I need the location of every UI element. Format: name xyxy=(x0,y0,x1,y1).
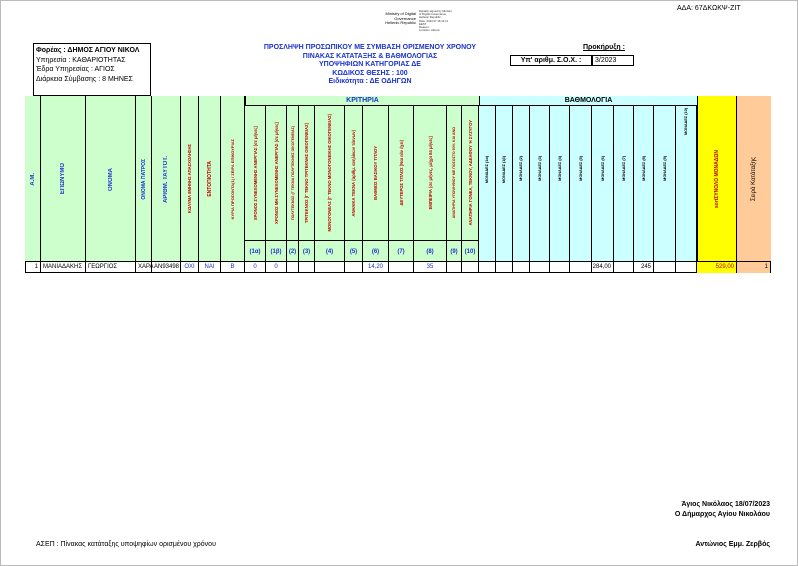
title-line: ΚΩΔΙΚΟΣ ΘΕΣΗΣ : 100 xyxy=(332,69,408,77)
criteria-header-11 xyxy=(462,106,479,240)
col-header-kolymata-text: ΚΩΛΥΜΑ 8ΜΗΝΗΣ ΑΠΑΣΧΟΛΗΣΗΣ xyxy=(187,144,192,214)
criteria-number: (3) xyxy=(299,240,315,262)
criteria-number: (10) xyxy=(462,240,479,262)
score-header-text: ΜΟΝΑΔΕΣ (1β) xyxy=(502,156,506,184)
cell-criterion xyxy=(299,262,315,273)
digital-signature-stamp xyxy=(372,10,452,34)
col-header-tautotita-text: ΑΡΙΘΜ. ΤΑΥΤΟΤ. xyxy=(163,155,169,203)
score-header-text: ΜΟΝΑΔΕΣ (9) xyxy=(662,156,667,181)
col-header-tautotita xyxy=(152,96,181,262)
organization-box xyxy=(33,43,151,96)
cell-score xyxy=(479,262,496,273)
score-header-text: ΜΟΝΑΔΕΣ (8) xyxy=(641,156,646,181)
cell-seira: 1 xyxy=(737,262,771,273)
cell-criterion xyxy=(389,262,414,273)
cell-score xyxy=(496,262,513,273)
score-header-text: ΜΟΝΑΔΕΣ (4) xyxy=(557,156,562,181)
criteria-number: (6) xyxy=(363,240,389,262)
cell-score xyxy=(570,262,592,273)
criteria-header-4 xyxy=(299,106,315,240)
score-header-text: ΜΟΝΑΔΕΣ (5) xyxy=(578,156,583,181)
mayor-title: Ο Δήμαρχος Αγίου Νικολάου xyxy=(674,510,770,518)
score-header-4 xyxy=(530,106,550,262)
signature-right-line: Digitally signed by Ministry xyxy=(419,9,452,13)
col-header-total xyxy=(697,96,737,262)
criteria-header-7 xyxy=(363,106,389,240)
kritiria-header: ΚΡΙΤΗΡΙΑ xyxy=(245,96,479,106)
signature-left-line: Governance xyxy=(394,15,416,21)
cell-onoma: ΓΕΩΡΓΙΟΣ xyxy=(86,262,136,273)
cell-score xyxy=(614,262,634,273)
title-line: ΠΡΟΣΛΗΨΗ ΠΡΟΣΩΠΙΚΟΥ ΜΕ ΣΥΜΒΑΣΗ ΟΡΙΣΜΕΝΟΥ ΧΡΟΝΟΥ xyxy=(263,44,477,51)
signature-right-line: of Digital Governance, xyxy=(419,12,447,17)
cell-tautotita: ΑΝ93498 xyxy=(152,262,181,273)
score-header-text: ΜΟΝΑΔΕΣ (1α) xyxy=(485,156,489,184)
col-header-total-text: sortΣΥΝΟΛΟ ΜΟΝΑΔΩΝ xyxy=(714,149,720,209)
cell-score xyxy=(550,262,570,273)
col-header-patros xyxy=(136,96,152,262)
score-header-text: ΜΟΝΑΔΕΣ (10) xyxy=(684,108,688,135)
edra-label: Έδρα Υπηρεσίας : ΑΓΙΟΣ xyxy=(36,66,115,73)
score-header-11 xyxy=(676,106,697,262)
signature-right-line: Hellenic Republic xyxy=(419,15,441,20)
col-header-eponymo-text: ΕΠΩΝΥΜΟ xyxy=(60,163,66,195)
col-header-kyria-text: ΚΥΡΙΑ ΠΡΟΣΟΝΤΑ(1) / ΣΕΙΡΑ ΕΠΙΚΟΥΡΙΑΣ xyxy=(230,138,235,220)
soh-label: Υπ' αριθμ. Σ.Ο.Χ. : xyxy=(510,55,592,66)
criteria-header-text: ΧΡΟΝΟΣ ΣΥΝΕΧΟΜΕΝΗΣ ΑΝΕΡΓΙΑΣ (σε μήνες) xyxy=(252,125,258,221)
col-header-seira xyxy=(737,96,771,262)
criteria-header-1 xyxy=(245,106,266,240)
cell-criterion xyxy=(462,262,479,273)
vathmologia-header: ΒΑΘΜΟΛΟΓΙΑ xyxy=(479,96,697,106)
cell-kolymata: ΟΧΙ xyxy=(181,262,199,273)
criteria-header-10 xyxy=(447,106,462,240)
col-header-entopiotita-text: ΕΝΤΟΠΙΟΤΗΤΑ xyxy=(206,161,213,197)
cell-score: 284,00 xyxy=(592,262,614,273)
title-block xyxy=(230,44,510,87)
cell-criterion: 14,20 xyxy=(363,262,389,273)
signature-right-line: Date: 2023.07.18 14:11 xyxy=(419,18,449,23)
criteria-header-2 xyxy=(266,106,287,240)
cell-criterion xyxy=(447,262,462,273)
criteria-header-text: ΧΡΟΝΟΣ ΜΗ ΣΥΝΕΧΟΜΕΝΗΣ ΑΝΕΡΓΙΑΣ (σε μήνες) xyxy=(273,122,279,224)
cell-eponymo: ΜΑΝΙΑΔΑΚΗΣ xyxy=(41,262,86,273)
cell-entopiotita: ΝΑΙ xyxy=(199,262,221,273)
cell-score xyxy=(676,262,697,273)
place-date: Άγιος Νικόλαος 18/07/2023 xyxy=(681,501,770,508)
col-header-onoma-text: ΟΝΟΜΑ xyxy=(107,167,114,191)
col-header-kyria xyxy=(221,96,245,262)
col-header-kolymata xyxy=(181,96,199,262)
score-header-1 xyxy=(479,106,496,262)
criteria-header-9 xyxy=(414,106,447,240)
cell-score: 245 xyxy=(634,262,654,273)
cell-total: 529,00 xyxy=(697,262,737,273)
criteria-header-text: ΕΜΠΕΙΡΙΑ (σε μήνες, μέχρι 84 μήνες) xyxy=(427,136,433,210)
criteria-number: (8) xyxy=(414,240,447,262)
criteria-header-8 xyxy=(389,106,414,240)
score-header-8 xyxy=(614,106,634,262)
score-header-text: ΜΟΝΑΔΕΣ (7) xyxy=(621,156,626,181)
criteria-number: (9) xyxy=(447,240,462,262)
soh-value: 3/2023 xyxy=(592,55,634,66)
ypiresia-label: Υπηρεσία : ΚΑΘΑΡΙΟΤΗΤΑΣ xyxy=(36,56,126,64)
score-header-text: ΜΟΝΑΔΕΣ (2) xyxy=(519,156,523,181)
criteria-number: (7) xyxy=(389,240,414,262)
score-header-9 xyxy=(634,106,654,262)
signature-right xyxy=(419,10,452,32)
cell-criterion: 35 xyxy=(414,262,447,273)
signature-block xyxy=(630,500,770,519)
score-header-5 xyxy=(550,106,570,262)
criteria-header-3 xyxy=(287,106,299,240)
criteria-header-text: ΑΝΗΛΙΚΑ ΤΕΚΝΑ (αριθμ. ανηλίκων τέκνων) xyxy=(351,129,356,217)
mayor-name: Αντώνιος Εμμ. Ζερβός xyxy=(695,541,770,548)
criteria-number: (2) xyxy=(287,240,299,262)
score-header-3 xyxy=(513,106,530,262)
col-header-seira-text: Σειρά Κατάταξης xyxy=(751,156,757,202)
col-header-entopiotita xyxy=(199,96,221,262)
title-line: ΠΙΝΑΚΑΣ ΚΑΤΑΤΑΞΗΣ & ΒΑΘΜΟΛΟΓΙΑΣ xyxy=(302,52,438,60)
cell-criterion xyxy=(345,262,363,273)
criteria-header-text: ΑΝΑΠΗΡΙΑ ΥΠΟΨΗΦΙΟΥ ΜΕ ΠΟΣΟΣΤΟ 50% ΚΑΙ ΑΝΩ xyxy=(452,127,456,219)
criteria-number: (5) xyxy=(345,240,363,262)
signature-right-line: EEST xyxy=(419,21,427,26)
cell-criterion: 0 xyxy=(266,262,287,273)
cell-score xyxy=(513,262,530,273)
cell-score xyxy=(530,262,550,273)
criteria-header-text: ΑΝΑΠΗΡΙΑ ΓΟΝΕΑ, ΤΕΚΝΟΥ, ΑΔΕΛΦΟΥ Ή ΣΥΖΥΓΟΥ xyxy=(467,120,473,226)
col-header-am-text: Α.Μ. xyxy=(29,172,36,186)
criteria-header-text: ΠΟΛΥΤΕΚΝΟΣ (Γ ΤΕΚΝΑ ΠΟΛΥΤΕΚΝΗΣ ΟΙΚΟΓΕΝΕΙΑΣ) xyxy=(290,125,295,221)
criteria-header-text: ΒΑΘΜΟΣ ΒΑΣΙΚΟΥ ΤΙΤΛΟΥ xyxy=(373,146,378,200)
cell-score xyxy=(654,262,676,273)
criteria-header-text: ΤΡΙΤΕΚΝΟΣ (Γ ΤΕΚΝΟ ΤΡΙΤΕΚΝΗΣ ΟΙΚΟΓΕΝΕΙΑΣ) xyxy=(304,122,309,224)
signature-left-line: Hellenic Republic xyxy=(385,20,416,26)
score-header-6 xyxy=(570,106,592,262)
cell-criterion: 0 xyxy=(245,262,266,273)
col-header-patros-text: ΟΝΟΜΑ ΠΑΤΡΟΣ xyxy=(140,158,147,200)
col-header-onoma xyxy=(86,96,136,262)
criteria-header-text: ΜΟΝΟΓΟΝΕΑΣ (Γ ΤΕΚΝΟ ΜΟΝΟΓΟΝΕΙΚΗΣ ΟΙΚΟΓΕΝΕΙΑΣ) xyxy=(327,114,332,232)
criteria-number: (4) xyxy=(315,240,345,262)
cell-criterion xyxy=(287,262,299,273)
col-header-eponymo xyxy=(41,96,86,262)
signature-left-line: Ministry of Digital xyxy=(385,11,416,16)
score-header-7 xyxy=(592,106,614,262)
cell-am: 1 xyxy=(25,262,41,273)
criteria-header-text: ΔΕΥΤΕΡΟΣ ΤΙΤΛΟΣ (Ναι εάν έχει) xyxy=(398,140,404,206)
criteria-number: (1β) xyxy=(266,240,287,262)
diarkeia-label: Διάρκεια Σύμβασης : 8 ΜΗΝΕΣ xyxy=(36,75,133,83)
cell-criterion xyxy=(315,262,345,273)
cell-patros: ΧΑΡΑ xyxy=(136,262,152,273)
col-header-am xyxy=(25,96,41,262)
cell-kyria: Β xyxy=(221,262,245,273)
score-header-text: ΜΟΝΑΔΕΣ (3) xyxy=(537,156,542,181)
criteria-header-6 xyxy=(345,106,363,240)
signature-right-line: Reason: xyxy=(419,25,430,30)
score-header-2 xyxy=(496,106,513,262)
foreas-label: Φορέας : ΔΗΜΟΣ ΑΓΙΟΥ ΝΙΚΟΛ xyxy=(36,47,140,54)
signature-left xyxy=(372,12,416,26)
ada-code: ΑΔΑ: 67ΔΚΩΚΨ-ΖΙΤ xyxy=(677,5,741,12)
title-line: ΥΠΟΨΗΦΙΩΝ ΚΑΤΗΓΟΡΙΑΣ ΔΕ xyxy=(319,61,421,69)
criteria-number: (1α) xyxy=(245,240,266,262)
score-header-text: ΜΟΝΑΔΕΣ (6) xyxy=(600,156,605,181)
proclamation-heading: Προκήρυξη : xyxy=(583,44,625,51)
signature-right-line: Location: Athens xyxy=(419,28,440,33)
footer-left-text: ΑΣΕΠ : Πίνακας κατάταξης υποψηφίων ορισμένου χρόνου xyxy=(36,541,216,548)
score-header-10 xyxy=(654,106,676,262)
criteria-header-5 xyxy=(315,106,345,240)
title-line: Ειδικότητα : ΔΕ ΟΔΗΓΩΝ xyxy=(328,78,412,86)
